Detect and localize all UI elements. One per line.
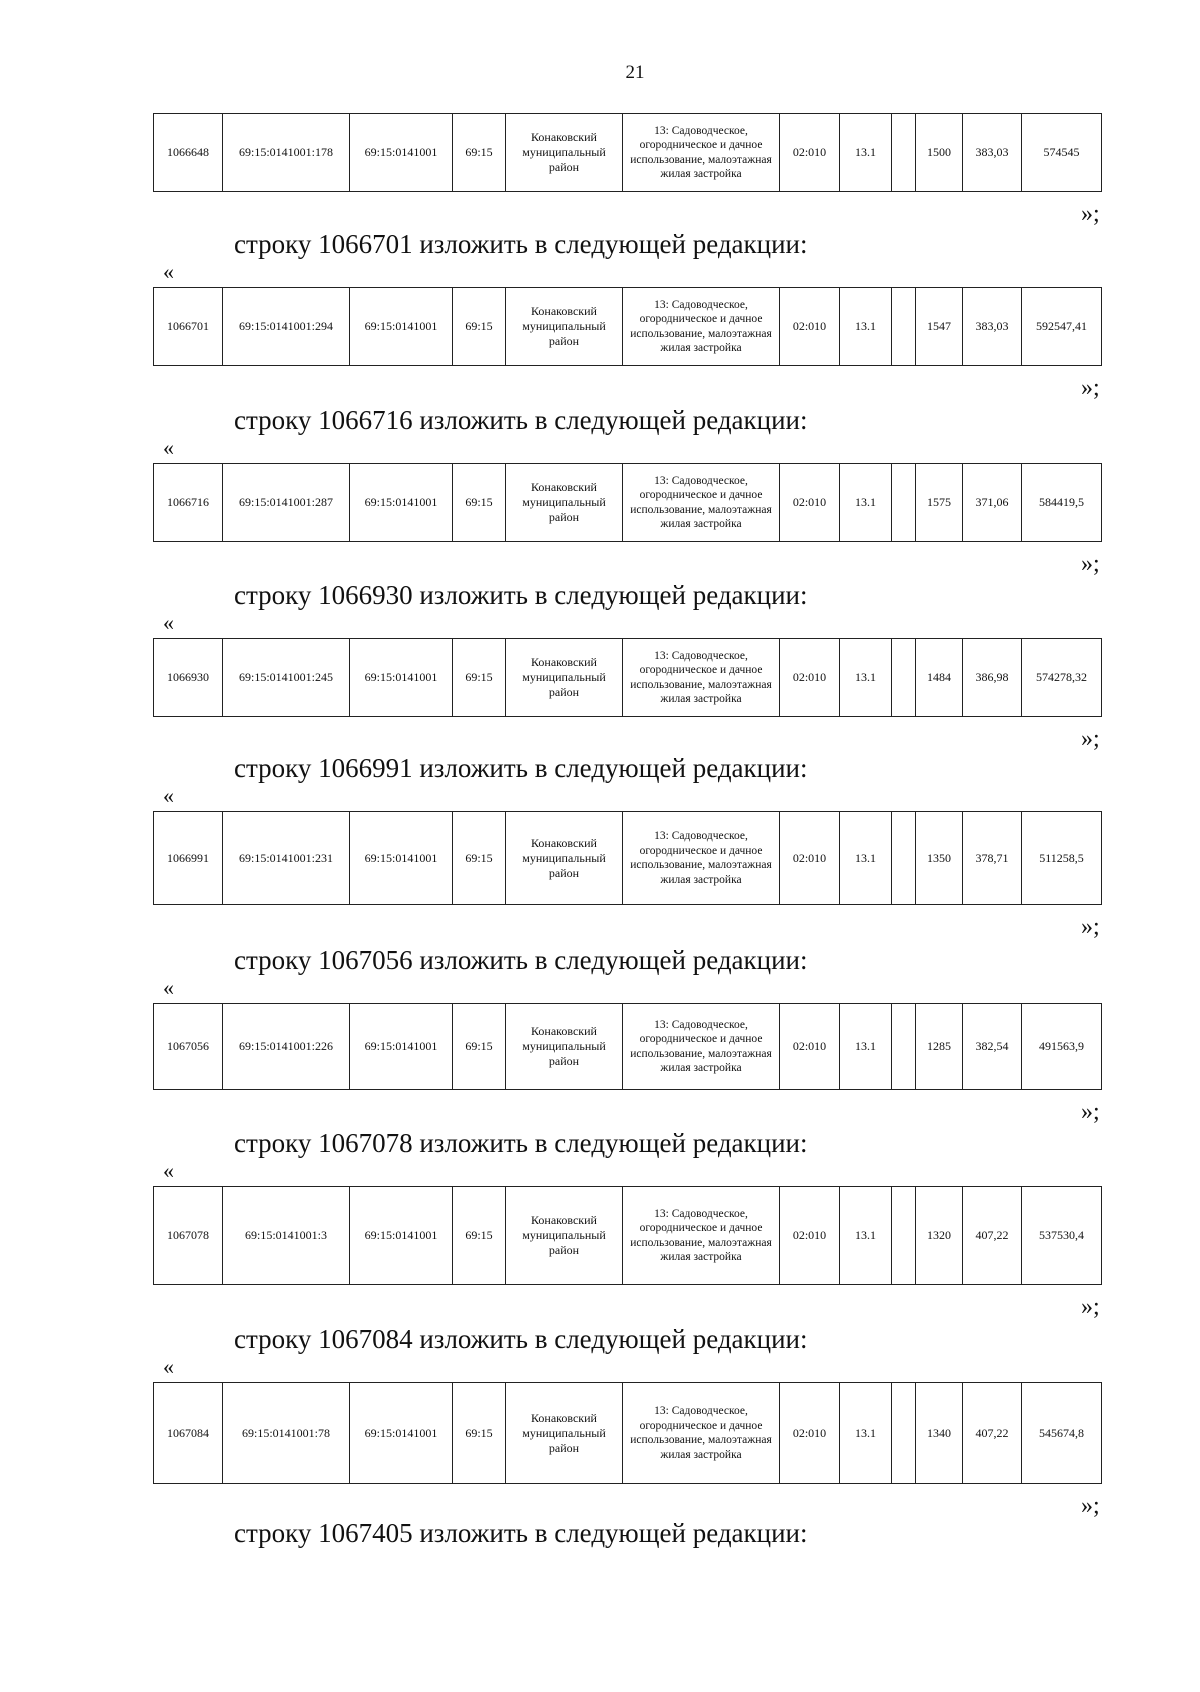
cell-group: 13.1	[840, 464, 892, 542]
cell-empty	[892, 114, 916, 192]
cadastral-table	[153, 1003, 1102, 1090]
table-row	[154, 114, 1102, 192]
cell-group: 13.1	[840, 812, 892, 905]
cell-cost: 511258,5	[1022, 812, 1102, 905]
cell-cost: 545674,8	[1022, 1383, 1102, 1484]
cell-cost: 584419,5	[1022, 464, 1102, 542]
cell-district-code: 69:15	[453, 464, 506, 542]
close-quote: »;	[1081, 551, 1100, 577]
table-row	[154, 1187, 1102, 1285]
cell-quarter: 69:15:0141001	[350, 1187, 453, 1285]
close-quote: »;	[1081, 375, 1100, 401]
cell-district-code: 69:15	[453, 1187, 506, 1285]
cadastral-table	[153, 287, 1102, 366]
cell-area: 1320	[916, 1187, 963, 1285]
cell-empty	[892, 639, 916, 717]
cell-land-use: 13: Садоводческое, огородническое и дачное использование, малоэтажная жилая застройка	[623, 288, 780, 366]
open-quote: «	[163, 259, 174, 284]
cell-cost: 537530,4	[1022, 1187, 1102, 1285]
cell-cadastral-number: 69:15:0141001:245	[223, 639, 350, 717]
amendment-heading: строку 1067078 изложить в следующей редакции:	[234, 1128, 808, 1158]
cell-district-code: 69:15	[453, 1383, 506, 1484]
cadastral-table	[153, 113, 1102, 192]
cell-code: 02:010	[780, 1383, 840, 1484]
close-quote: »;	[1081, 1294, 1100, 1320]
table-row	[154, 1383, 1102, 1484]
table-row	[154, 812, 1102, 905]
cadastral-table	[153, 463, 1102, 542]
cell-id: 1066701	[154, 288, 223, 366]
cell-cadastral-number: 69:15:0141001:226	[223, 1004, 350, 1090]
cell-cost: 574278,32	[1022, 639, 1102, 717]
amendment-heading: строку 1067056 изложить в следующей редакции:	[234, 945, 808, 975]
cell-group: 13.1	[840, 639, 892, 717]
cell-code: 02:010	[780, 464, 840, 542]
cell-group: 13.1	[840, 288, 892, 366]
table-row	[154, 639, 1102, 717]
cell-id: 1067056	[154, 1004, 223, 1090]
cell-land-use: 13: Садоводческое, огородническое и дачное использование, малоэтажная жилая застройка	[623, 639, 780, 717]
cell-rate: 382,54	[963, 1004, 1022, 1090]
cell-municipality: Конаковский муниципальный район	[506, 812, 623, 905]
cell-district-code: 69:15	[453, 288, 506, 366]
cell-rate: 378,71	[963, 812, 1022, 905]
cell-empty	[892, 1187, 916, 1285]
cell-empty	[892, 464, 916, 542]
cell-code: 02:010	[780, 114, 840, 192]
close-quote: »;	[1081, 914, 1100, 940]
cell-code: 02:010	[780, 1187, 840, 1285]
cadastral-table	[153, 638, 1102, 717]
cell-group: 13.1	[840, 114, 892, 192]
open-quote: «	[163, 1158, 174, 1183]
table-row	[154, 288, 1102, 366]
close-quote: »;	[1081, 201, 1100, 227]
cell-group: 13.1	[840, 1187, 892, 1285]
cell-land-use: 13: Садоводческое, огородническое и дачное использование, малоэтажная жилая застройка	[623, 812, 780, 905]
cell-district-code: 69:15	[453, 639, 506, 717]
cell-cost: 592547,41	[1022, 288, 1102, 366]
cell-area: 1575	[916, 464, 963, 542]
open-quote: «	[163, 975, 174, 1000]
open-quote: «	[163, 610, 174, 635]
open-quote: «	[163, 435, 174, 460]
cell-cadastral-number: 69:15:0141001:178	[223, 114, 350, 192]
cell-id: 1066648	[154, 114, 223, 192]
cell-land-use: 13: Садоводческое, огородническое и дачное использование, малоэтажная жилая застройка	[623, 114, 780, 192]
cell-id: 1067084	[154, 1383, 223, 1484]
close-quote: »;	[1081, 726, 1100, 752]
amendment-heading: строку 1066701 изложить в следующей редакции:	[234, 229, 808, 259]
cell-code: 02:010	[780, 639, 840, 717]
cell-code: 02:010	[780, 1004, 840, 1090]
cell-cost: 491563,9	[1022, 1004, 1102, 1090]
cadastral-table	[153, 1186, 1102, 1285]
open-quote: «	[163, 783, 174, 808]
cell-rate: 371,06	[963, 464, 1022, 542]
cell-municipality: Конаковский муниципальный район	[506, 464, 623, 542]
cell-rate: 383,03	[963, 288, 1022, 366]
cell-code: 02:010	[780, 812, 840, 905]
cell-empty	[892, 1004, 916, 1090]
cell-group: 13.1	[840, 1004, 892, 1090]
cell-id: 1066991	[154, 812, 223, 905]
cell-rate: 407,22	[963, 1187, 1022, 1285]
cell-cadastral-number: 69:15:0141001:78	[223, 1383, 350, 1484]
cell-cost: 574545	[1022, 114, 1102, 192]
page-number: 21	[625, 62, 645, 83]
cadastral-table	[153, 811, 1102, 905]
cell-cadastral-number: 69:15:0141001:287	[223, 464, 350, 542]
cell-area: 1340	[916, 1383, 963, 1484]
cell-cadastral-number: 69:15:0141001:231	[223, 812, 350, 905]
cell-land-use: 13: Садоводческое, огородническое и дачное использование, малоэтажная жилая застройка	[623, 1187, 780, 1285]
cell-area: 1500	[916, 114, 963, 192]
cell-quarter: 69:15:0141001	[350, 114, 453, 192]
cell-cadastral-number: 69:15:0141001:294	[223, 288, 350, 366]
cell-quarter: 69:15:0141001	[350, 639, 453, 717]
table-row	[154, 464, 1102, 542]
amendment-heading: строку 1067084 изложить в следующей редакции:	[234, 1324, 808, 1354]
cell-quarter: 69:15:0141001	[350, 288, 453, 366]
cell-empty	[892, 812, 916, 905]
cell-area: 1484	[916, 639, 963, 717]
close-quote: »;	[1081, 1493, 1100, 1519]
amendment-heading: строку 1066991 изложить в следующей редакции:	[234, 753, 808, 783]
cell-empty	[892, 1383, 916, 1484]
cell-rate: 383,03	[963, 114, 1022, 192]
close-quote: »;	[1081, 1099, 1100, 1125]
cell-rate: 386,98	[963, 639, 1022, 717]
final-heading: строку 1067405 изложить в следующей редакции:	[234, 1518, 808, 1548]
cell-land-use: 13: Садоводческое, огородническое и дачное использование, малоэтажная жилая застройка	[623, 1004, 780, 1090]
cell-group: 13.1	[840, 1383, 892, 1484]
cell-quarter: 69:15:0141001	[350, 464, 453, 542]
cell-area: 1285	[916, 1004, 963, 1090]
cell-municipality: Конаковский муниципальный район	[506, 1187, 623, 1285]
cell-land-use: 13: Садоводческое, огородническое и дачное использование, малоэтажная жилая застройка	[623, 1383, 780, 1484]
cell-district-code: 69:15	[453, 812, 506, 905]
open-quote: «	[163, 1354, 174, 1379]
cell-municipality: Конаковский муниципальный район	[506, 1004, 623, 1090]
cell-id: 1067078	[154, 1187, 223, 1285]
cell-quarter: 69:15:0141001	[350, 812, 453, 905]
cell-municipality: Конаковский муниципальный район	[506, 114, 623, 192]
cell-id: 1066930	[154, 639, 223, 717]
cell-rate: 407,22	[963, 1383, 1022, 1484]
cell-id: 1066716	[154, 464, 223, 542]
cell-district-code: 69:15	[453, 114, 506, 192]
cell-quarter: 69:15:0141001	[350, 1004, 453, 1090]
cell-empty	[892, 288, 916, 366]
cell-land-use: 13: Садоводческое, огородническое и дачное использование, малоэтажная жилая застройка	[623, 464, 780, 542]
amendment-heading: строку 1066930 изложить в следующей редакции:	[234, 580, 808, 610]
amendment-heading: строку 1066716 изложить в следующей редакции:	[234, 405, 808, 435]
table-row	[154, 1004, 1102, 1090]
cell-area: 1547	[916, 288, 963, 366]
cell-municipality: Конаковский муниципальный район	[506, 288, 623, 366]
cell-area: 1350	[916, 812, 963, 905]
cell-quarter: 69:15:0141001	[350, 1383, 453, 1484]
cell-municipality: Конаковский муниципальный район	[506, 1383, 623, 1484]
cell-district-code: 69:15	[453, 1004, 506, 1090]
cell-municipality: Конаковский муниципальный район	[506, 639, 623, 717]
cadastral-table	[153, 1382, 1102, 1484]
cell-code: 02:010	[780, 288, 840, 366]
cell-cadastral-number: 69:15:0141001:3	[223, 1187, 350, 1285]
